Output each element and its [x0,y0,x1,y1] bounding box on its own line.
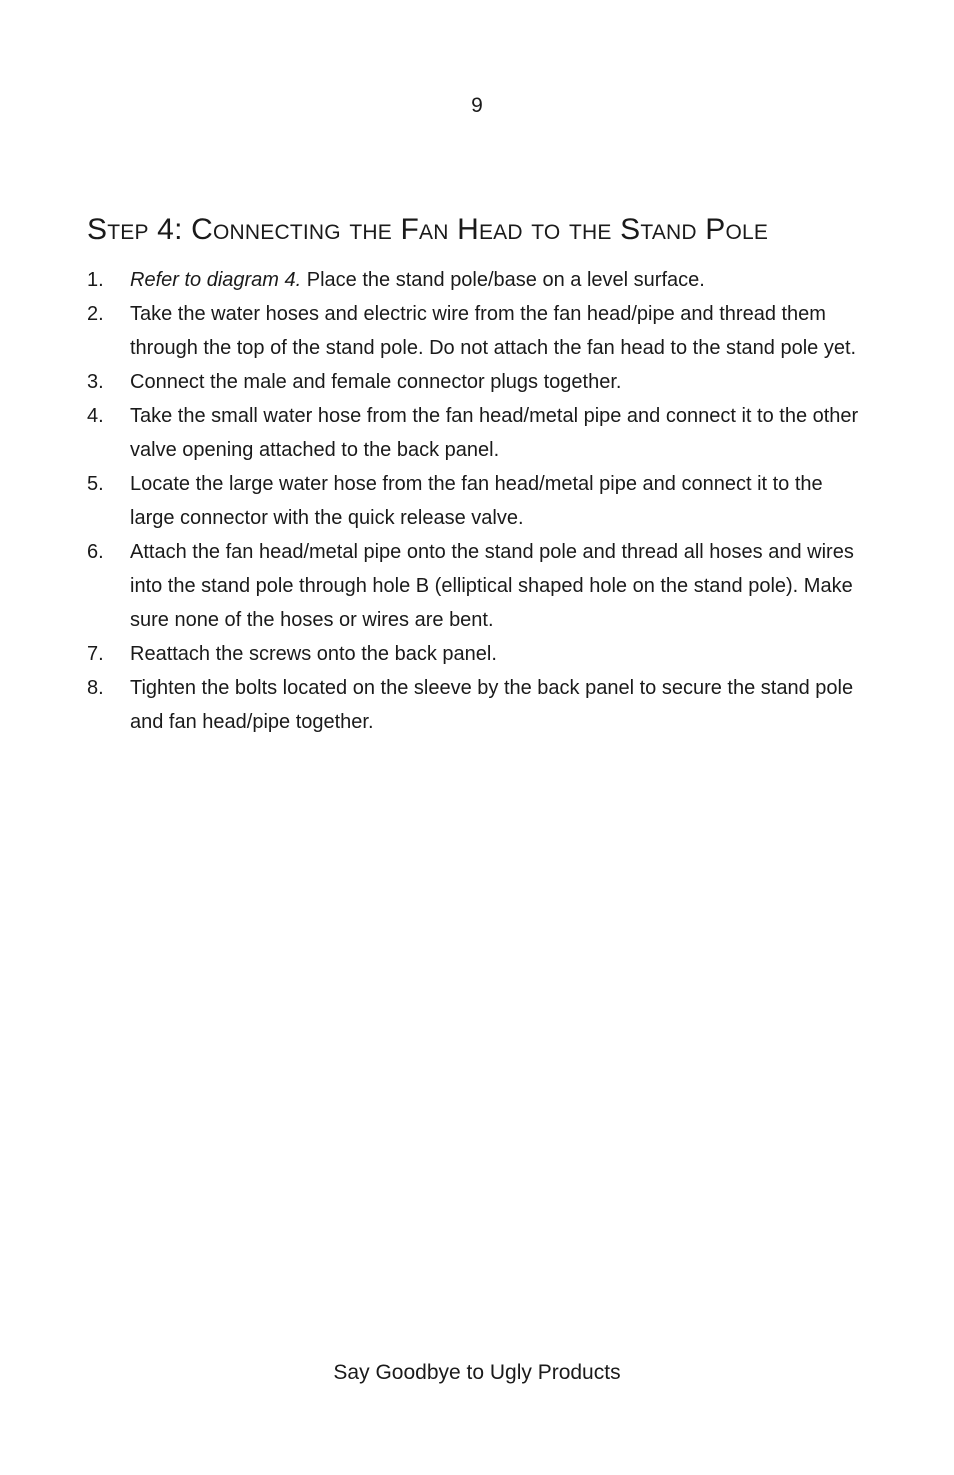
step-item-4 [87,399,867,467]
step-number: 2. [87,303,104,325]
step-item-2 [87,297,867,365]
step-text-body: Place the stand pole/base on a level surface. [301,269,705,291]
step-text: Reattach the screws onto the back panel. [130,643,497,665]
step-number: 3. [87,371,104,393]
step-text: Tighten the bolts located on the sleeve by the back panel to secure the stand pole and fan head/pipe together. [130,677,854,733]
step-number: 6. [87,541,104,563]
step-list [87,263,867,739]
footer-tagline: Say Goodbye to Ugly Products [333,1361,621,1384]
section-heading: Step 4: Connecting the Fan Head to the Stand Pole [87,213,769,246]
step-text [130,263,867,297]
step-number: 8. [87,677,104,699]
step-item-3 [87,365,867,399]
step-item-1 [87,263,867,297]
step-text: Take the water hoses and electric wire from the fan head/pipe and thread them through the top of the stand pole. Do not attach the fan head to the stand pole yet. [130,303,857,359]
step-number: 5. [87,473,104,495]
step-text: Take the small water hose from the fan head/metal pipe and connect it to the other valve opening attached to the back panel. [130,405,859,461]
page-number: 9 [471,94,483,117]
step-item-6 [87,535,867,637]
step-number: 7. [87,643,104,665]
step-text: Attach the fan head/metal pipe onto the stand pole and thread all hoses and wires into the stand pole through hole B (elliptical shaped hole on the stand pole). Make sure none of the hoses or wires are bent. [130,541,854,631]
step-item-7 [87,637,867,671]
step-text: Connect the male and female connector plugs together. [130,371,622,393]
step-text: Locate the large water hose from the fan head/metal pipe and connect it to the large connector with the quick release valve. [130,473,823,529]
diagram-reference: Refer to diagram 4. [130,269,302,291]
step-item-8 [87,671,867,739]
step-number: 4. [87,405,104,427]
step-item-5 [87,467,867,535]
step-number: 1. [87,269,104,291]
